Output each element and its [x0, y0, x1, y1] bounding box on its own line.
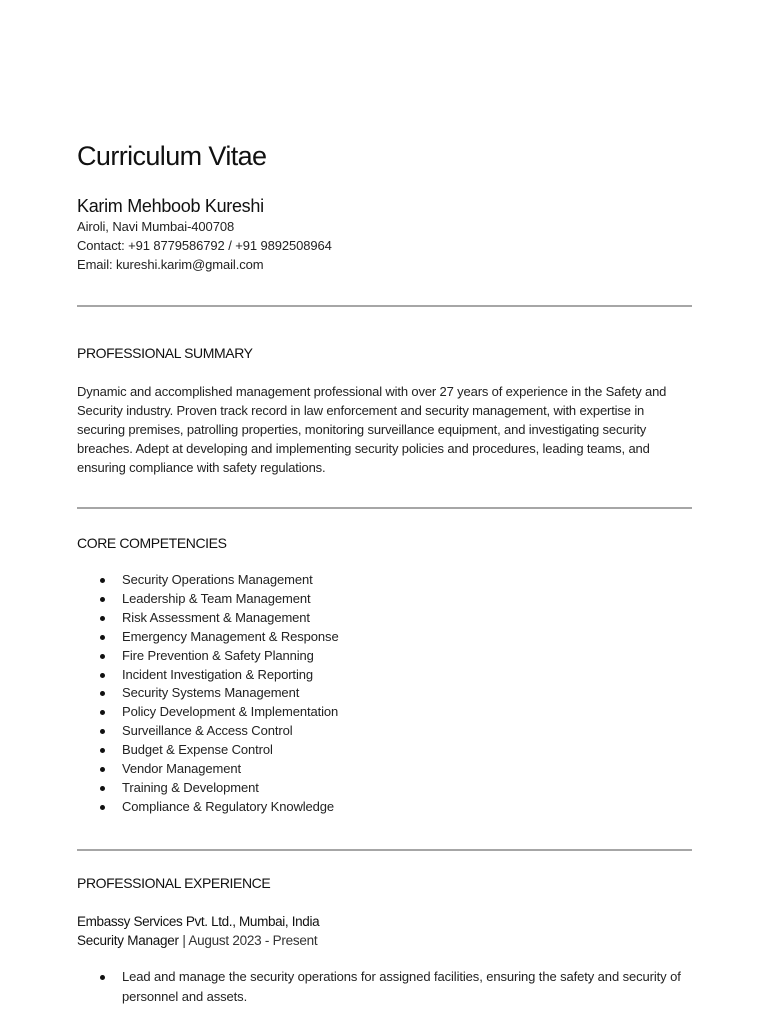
duty-text: Lead and manage the security operations for assigned facilities, ensuring the safety and security of personnel and assets.	[122, 969, 681, 1004]
summary-heading: PROFESSIONAL SUMMARY	[77, 345, 253, 361]
competency-label: Incident Investigation & Reporting	[122, 666, 313, 682]
document-title: Curriculum Vitae	[77, 141, 267, 171]
competency-label: Risk Assessment & Management	[122, 609, 310, 625]
bullet-icon	[100, 748, 105, 753]
bullet-icon	[100, 805, 105, 810]
list-item	[77, 779, 339, 798]
experience-heading: PROFESSIONAL EXPERIENCE	[77, 875, 271, 891]
summary-text: Dynamic and accomplished management professional with over 27 years of experience in the Safety and Security industry. Proven track record in law enforcement and security management, with expertise in securing premises, patrolling properties, monitoring surveillance equipment, and investigating security breaches. Adept at developing and implementing security policies and procedures, leading teams, and ensuring compliance with safety regulations.	[77, 384, 667, 475]
bullet-icon	[100, 578, 105, 583]
bullet-icon	[100, 691, 105, 696]
list-item	[77, 684, 339, 703]
bullet-icon	[100, 635, 105, 640]
list-item	[77, 798, 339, 817]
list-item	[77, 666, 339, 685]
job-role: Security Manager	[77, 933, 179, 948]
list-item	[77, 590, 339, 609]
bullet-icon	[100, 786, 105, 791]
competency-label: Compliance & Regulatory Knowledge	[122, 798, 335, 814]
job-dates: August 2023 - Present	[188, 933, 318, 948]
list-item	[77, 703, 339, 722]
bullet-icon	[100, 767, 105, 772]
competency-label: Emergency Management & Response	[122, 628, 339, 644]
candidate-name: Karim Mehboob Kureshi	[77, 196, 264, 216]
bullet-icon	[100, 710, 105, 715]
job-separator: |	[178, 933, 189, 948]
competency-label: Surveillance & Access Control	[122, 723, 293, 739]
competency-label: Security Systems Management	[122, 685, 300, 701]
list-item	[77, 967, 682, 1007]
bullet-icon	[100, 654, 105, 659]
section-divider	[77, 305, 692, 307]
bullet-icon	[100, 673, 105, 678]
section-divider	[77, 507, 692, 509]
list-item	[77, 760, 339, 779]
job-company: Embassy Services Pvt. Ltd., Mumbai, India	[77, 914, 320, 929]
list-item	[77, 628, 339, 647]
competency-label: Security Operations Management	[122, 572, 313, 587]
cv-page	[77, 0, 692, 1024]
phone-line: Contact: +91 8779586792 / +91 9892508964	[77, 238, 332, 253]
list-item	[77, 609, 339, 628]
competency-label: Training & Development	[122, 779, 259, 795]
competency-label: Vendor Management	[122, 761, 241, 777]
competency-label: Budget & Expense Control	[122, 742, 273, 758]
competency-label: Fire Prevention & Safety Planning	[122, 647, 314, 663]
list-item	[77, 571, 339, 590]
list-item	[77, 722, 339, 741]
section-divider	[77, 849, 692, 851]
email-line: Email: kureshi.karim@gmail.com	[77, 257, 264, 272]
bullet-icon	[100, 975, 105, 980]
bullet-icon	[100, 616, 105, 621]
competency-label: Leadership & Team Management	[122, 590, 311, 606]
bullet-icon	[100, 729, 105, 734]
bullet-icon	[100, 597, 105, 602]
competencies-heading: CORE COMPETENCIES	[77, 535, 227, 551]
contact-block	[77, 217, 332, 274]
list-item	[77, 647, 339, 666]
competency-label: Policy Development & Implementation	[122, 704, 339, 720]
address-line: Airoli, Navi Mumbai-400708	[77, 219, 235, 234]
job-duties-list	[77, 967, 682, 1007]
job-role-line	[77, 931, 317, 950]
competencies-list	[77, 571, 339, 817]
list-item	[77, 741, 339, 760]
